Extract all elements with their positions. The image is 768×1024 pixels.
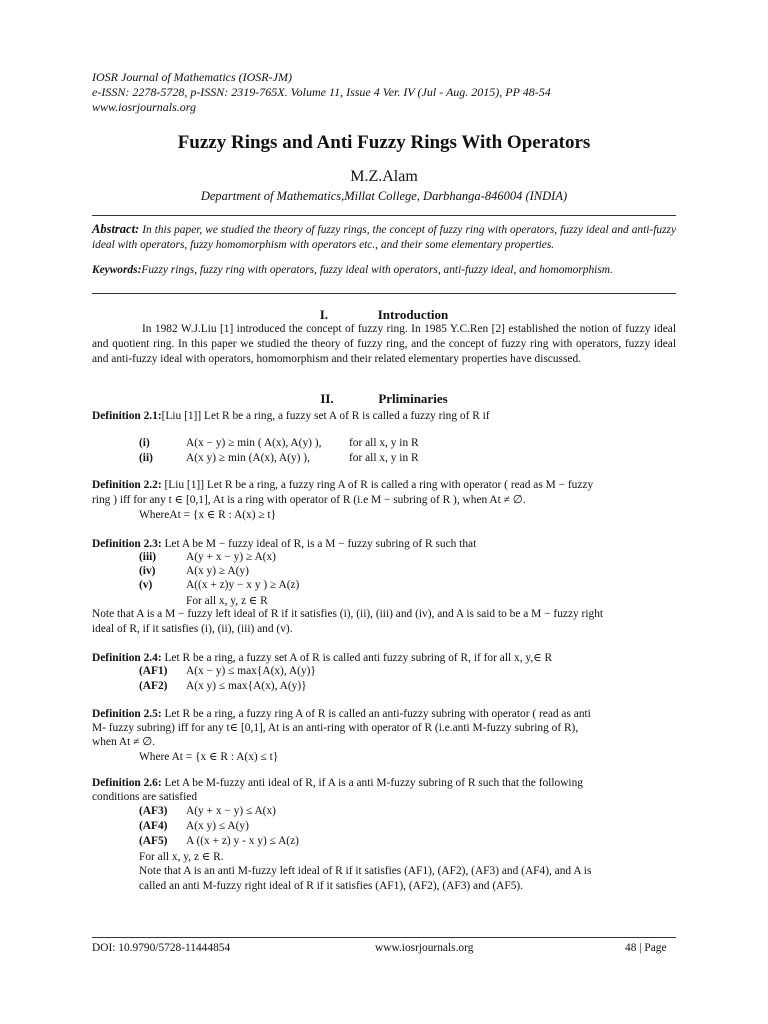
footer-doi: DOI: 10.9790/5728-11444854 [92, 942, 231, 954]
journal-issn: e-ISSN: 2278-5728, p-ISSN: 2319-765X. Volume 11, Issue 4 Ver. IV (Jul - Aug. 2015), PP 48-54 [92, 85, 551, 99]
condition-expression: A(x − y) ≥ min ( A(x), A(y) ), [186, 437, 322, 449]
section-title: Introduction [377, 307, 449, 322]
abstract [92, 222, 676, 253]
definition-label: Definition 2.5: [92, 708, 162, 720]
abstract-bottom-rule [92, 293, 676, 294]
condition-label: (AF1) [139, 665, 168, 677]
condition-expression: A(x y) ≤ A(y) [186, 820, 249, 832]
definition-2-6 [92, 776, 583, 791]
definition-text: [Liu [1]] Let R be a ring, a fuzzy set A of R is called a fuzzy ring of R if [161, 410, 490, 422]
condition-label: (AF3) [139, 805, 168, 817]
definition-label: Definition 2.4: [92, 652, 162, 664]
section-title: Prliminaries [378, 391, 448, 406]
definition-2-6-note: Note that A is an anti M-fuzzy left ideal of R if it satisfies (AF1), (AF2), (AF3) and (AF4), and A is [139, 865, 592, 877]
section-number: II. [320, 391, 334, 406]
condition-expression: A((x + z)y − x y ) ≥ A(z) [186, 579, 300, 591]
definition-2-1 [92, 409, 490, 424]
definition-2-5-line: when At ≠ ∅. [92, 736, 155, 748]
definition-2-5 [92, 707, 591, 722]
definition-text: Let A be M − fuzzy ideal of R, is a M − fuzzy subring of R such that [164, 538, 477, 550]
definition-text: Let A be M-fuzzy anti ideal of R, if A is a anti M-fuzzy subring of R such that the following [164, 777, 583, 789]
section-heading-preliminaries [0, 391, 768, 407]
condition-scope: For all x, y, z ∈ R [186, 595, 268, 607]
condition-expression: A(y + x − y) ≤ A(x) [186, 805, 276, 817]
definition-2-6-line: conditions are satisfied [92, 791, 198, 803]
definition-2-5-set: Where At = {x ∈ R : A(x) ≤ t} [139, 751, 279, 763]
definition-label: Definition 2.2: [92, 479, 162, 491]
abstract-top-rule [92, 215, 676, 216]
definition-text: Let R be a ring, a fuzzy ring A of R is called an anti-fuzzy subring with operator ( read as anti [164, 708, 591, 720]
definition-label: Definition 2.3: [92, 538, 162, 550]
condition-scope: for all x, y in R [349, 437, 419, 449]
condition-label: (AF4) [139, 820, 168, 832]
condition-label: (i) [139, 437, 150, 449]
section-heading-introduction [0, 307, 768, 323]
keywords [92, 263, 676, 278]
definition-text: [Liu [1]] Let R be a ring, a fuzzy ring A of R is called a ring with operator ( read as M − fuzzy [164, 479, 594, 491]
section-number: I. [319, 307, 329, 322]
definition-2-2 [92, 478, 593, 493]
introduction-paragraph: In 1982 W.J.Liu [1] introduced the concept of fuzzy ring. In 1985 Y.C.Ren [2] established the notion of fuzzy ideal and quotient ring. In this paper we studied the theory of fuzzy ring, and the concept of fuzzy ring with operators, fuzzy ideal and anti-fuzzy ideal with operators, homomorphism and their related elementary properties have discussed. [92, 323, 676, 365]
condition-label: (iii) [139, 551, 157, 563]
author-affiliation: Department of Mathematics,Millat College, Darbhanga-846004 (INDIA) [200, 189, 568, 203]
condition-label: (v) [139, 579, 153, 591]
definition-2-4 [92, 651, 552, 666]
condition-expression: A(x y) ≥ min (A(x), A(y) ), [186, 452, 310, 464]
condition-label: (AF2) [139, 680, 168, 692]
footer-rule [92, 937, 676, 938]
journal-name: IOSR Journal of Mathematics (IOSR-JM) [92, 70, 292, 84]
paper-title: Fuzzy Rings and Anti Fuzzy Rings With Operators [177, 132, 591, 153]
abstract-label: Abstract: [92, 222, 140, 236]
definition-2-3 [92, 537, 476, 552]
definition-text: Let R be a ring, a fuzzy set A of R is called anti fuzzy subring of R, if for all x, y,∈ R [164, 652, 553, 664]
condition-expression: A(x − y) ≤ max{A(x), A(y)} [186, 665, 316, 677]
condition-label: (iv) [139, 565, 156, 577]
condition-expression: A(x y) ≤ max{A(x), A(y)} [186, 680, 307, 692]
condition-label: (AF5) [139, 835, 168, 847]
definition-label: Definition 2.1: [92, 410, 162, 422]
definition-2-2-line: ring ) iff for any t ∈ [0,1], At is a ring with operator of R (i.e M − subring of R ), when At ≠ ∅. [92, 494, 526, 506]
condition-label: (ii) [139, 452, 153, 464]
condition-expression: A ((x + z) y - x y) ≤ A(z) [186, 835, 299, 847]
condition-expression: A(y + x − y) ≥ A(x) [186, 551, 276, 563]
keywords-label: Keywords: [92, 264, 142, 276]
definition-2-3-note: ideal of R, if it satisfies (i), (ii), (iii) and (v). [92, 623, 293, 635]
author-name: M.Z.Alam [350, 168, 418, 185]
journal-url[interactable]: www.iosrjournals.org [92, 100, 197, 114]
condition-expression: A(x y) ≥ A(y) [186, 565, 249, 577]
definition-label: Definition 2.6: [92, 777, 162, 789]
condition-scope: for all x, y in R [349, 452, 419, 464]
definition-2-3-note: Note that A is a M − fuzzy left ideal of R if it satisfies (i), (ii), (iii) and (iv), and A is said to be a M − fuzzy right [92, 608, 604, 620]
footer-website[interactable]: www.iosrjournals.org [375, 942, 474, 954]
footer-page-number: 48 | Page [625, 942, 667, 954]
condition-scope: For all x, y, z ∈ R. [139, 851, 224, 863]
definition-2-2-set: WhereAt = {x ∈ R : A(x) ≥ t} [139, 509, 277, 521]
abstract-text: In this paper, we studied the theory of fuzzy rings, the concept of fuzzy ring with operators, fuzzy ideal and anti-fuzzy ideal with operators, fuzzy homomorphism with operators etc., and their some elementary properties. [92, 224, 676, 251]
definition-2-5-line: M- fuzzy subring) iff for any t∈ [0,1], At is an anti-ring with operator of R (i.e.anti M-fuzzy subring of R), [92, 722, 579, 734]
keywords-text: Fuzzy rings, fuzzy ring with operators, fuzzy ideal with operators, anti-fuzzy ideal, and homomorphism. [141, 264, 613, 276]
definition-2-6-note: called an anti M-fuzzy right ideal of R if it satisfies (AF1), (AF2), (AF3) and (AF5). [139, 880, 524, 892]
